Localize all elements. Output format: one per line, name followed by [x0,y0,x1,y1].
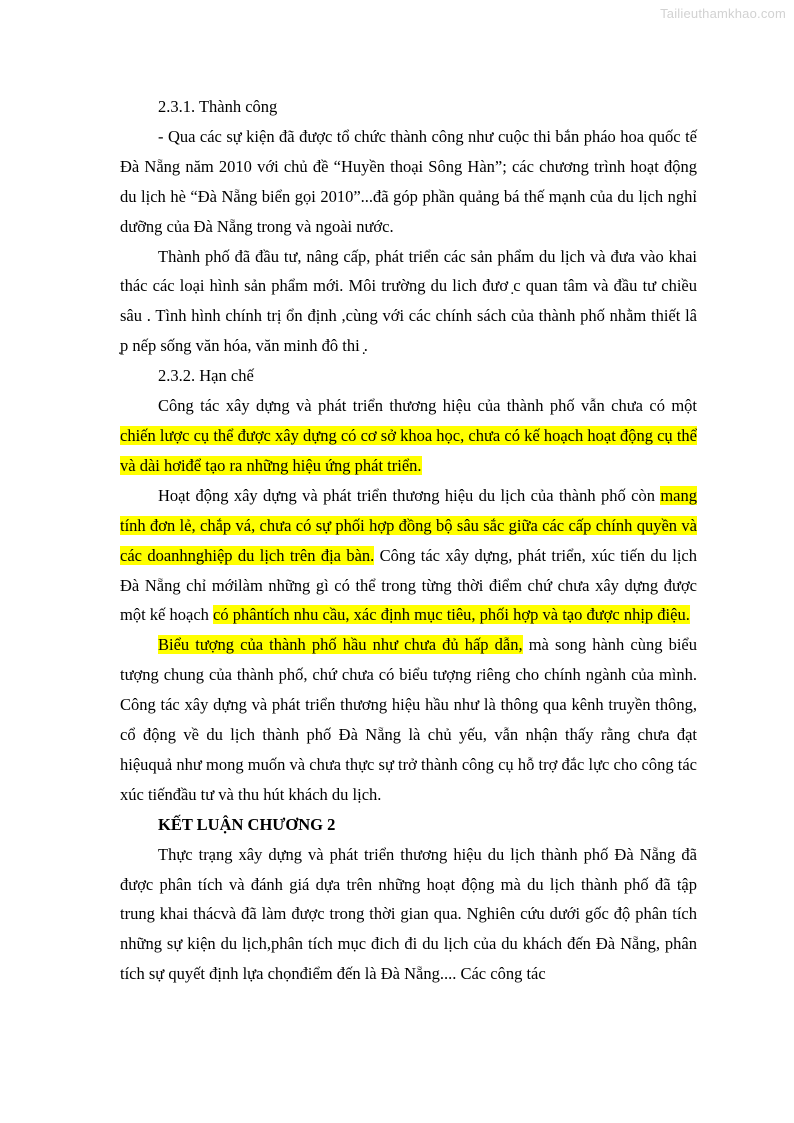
paragraph-achievements: - Qua các sự kiện đã được tổ chức thành công như cuộc thi bắn pháo hoa quốc tế Đà Nẵng năm 2010 với chủ đề “Huyền thoại Sông Hàn”; các chương trình hoạt động du lịch hè “Đà Nẵng biển gọi 2010”...đã góp phần quảng bá thế mạnh của du lịch nghỉ dưỡng của Đà Nẵng trong và ngoài nước. [120,126,697,236]
highlighted-text: Biểu tượng của thành phố hầu như chưa đủ hấp dẫn, [158,635,523,655]
paragraph-limitation-strategy [120,391,697,481]
document-body [120,92,697,989]
watermark-text: Tailieuthamkhao.com [660,6,786,21]
highlighted-text: mang tính đơn lẻ, chắp vá, chưa có sự phối hợp đồng bộ sâu sắc giữa các cấp chính quyền và các doanhnghiệp du lịch trên địa bàn. [120,485,697,565]
paragraph-text: Công tác xây dựng, phát triển, xúc tiến du lịch Đà Nẵng chỉ mớilàm những gì có thể trong từng thời điểm chứ chưa xây dựng được một kế hoạch [120,545,697,625]
chapter-conclusion-heading: KẾT LUẬN CHƯƠNG 2 [158,814,336,834]
paragraph-text: Công tác xây dựng và phát triển thương hiệu của thành phố vẫn chưa có một [158,396,697,416]
paragraph-limitation-activities [120,481,697,631]
paragraph-investment: Thành phố đã đầu tư, nâng cấp, phát triển các sản phẩm du lịch và đưa vào khai thác các loại hình sản phẩm mới. Môi trường du lich đươ ̣c quan tâm và đầu tư chiều sâu . Tình hình chính trị ổn định ,cùng với các chính sách của thành phố nhằm thiết lâ ̣p nếp sống văn hóa, văn minh đô thi ̣. [120,246,697,356]
paragraph-limitation-symbol [120,630,697,809]
highlighted-text: chiến lược cụ thể được xây dựng có cơ sở khoa học, chưa có kế hoạch hoạt động cụ thể và dài hơiđể tạo ra những hiệu ứng phát triển. [120,425,697,475]
highlighted-text: có phântích nhu cầu, xác định mục tiêu, phối hợp và tạo được nhịp điệu. [213,605,690,625]
paragraph-conclusion: Thực trạng xây dựng và phát triển thương hiệu du lịch thành phố Đà Nẵng đã được phân tích và đánh giá dựa trên những hoạt động mà du lịch thành phố đã tập trung khai thácvà đã làm được trong thời gian qua. Nghiên cứu dưới gốc độ phân tích những sự kiện du lịch,phân tích mục đich đi du lịch của du khách đến Đà Nẵng, phân tích sự quyết định lựa chọnđiểm đến là Đà Nẵng.... Các công tác [120,844,697,984]
paragraph-text: mà song hành cùng biểu tượng chung của thành phố, chứ chưa có biểu tượng riêng cho chính ngành của mình. Công tác xây dựng và phát triển thương hiệu hầu như là thông qua kênh truyền thông, cổ động về du lịch thành phố Đà Nẵng là chủ yếu, vẫn nhận thấy rằng chưa đạt hiệuquả như mong muốn và chưa thực sự trở thành công cụ hỗ trợ đắc lực cho công tác xúc tiếnđầu tư và thu hút khách du lịch. [120,635,697,804]
section-heading-2-3-2: 2.3.2. Hạn chế [158,366,254,386]
section-heading-2-3-1: 2.3.1. Thành công [158,97,278,116]
paragraph-text: Hoạt động xây dựng và phát triển thương hiệu du lịch của thành phố còn [158,485,661,505]
